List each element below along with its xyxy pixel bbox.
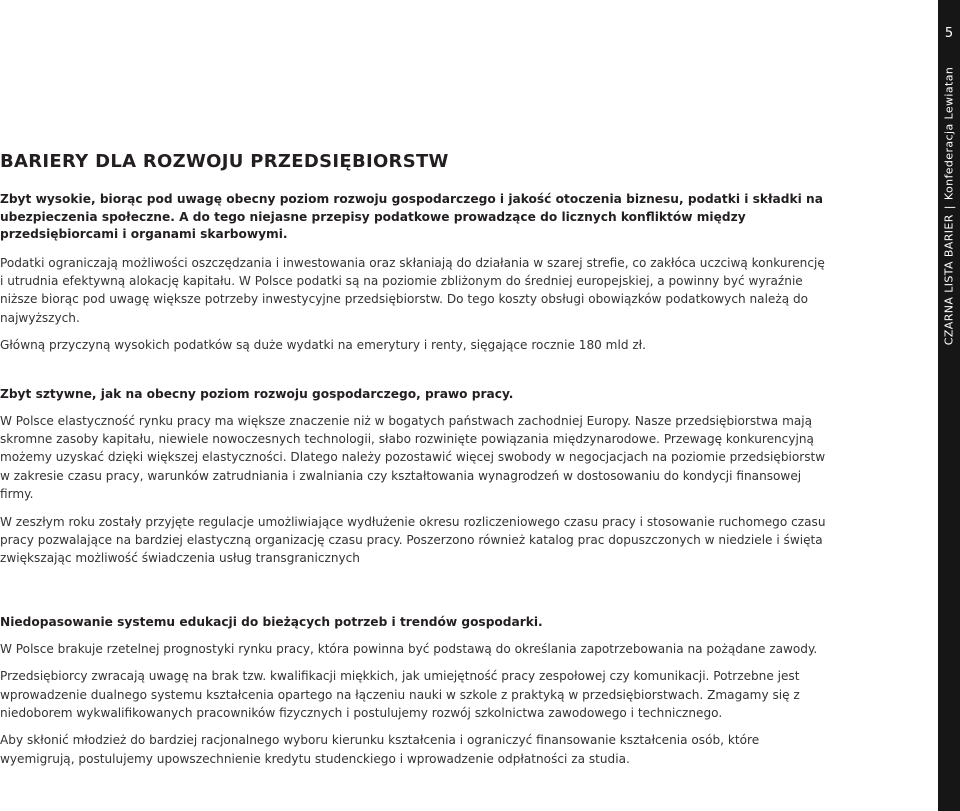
- document-body: [0, 150, 826, 777]
- running-header-title: CZARNA LISTA BARIER: [942, 214, 956, 346]
- running-header-organization: Konfederacja Lewiatan: [942, 66, 956, 201]
- section-3-paragraph-2: Przedsiębiorcy zwracają uwagę na brak tzw. kwalifikacji miękkich, jak umiejętność pracy zespołowej czy komunikacji. Potrzebne jest wprowadzenie dualnego systemu kształcenia opartego na łączeniu nauki w szkole z praktyką w przedsiębiorstwach. Zmagamy się z niedoborem wykwalifikowanych pracowników fizycznych i postulujemy rozwój szkolnictwa zawodowego i technicznego.: [0, 669, 800, 720]
- section-spacer: [0, 364, 826, 385]
- section-1-paragraph-2: Główną przyczyną wysokich podatków są duże wydatki na emerytury i renty, sięgające rocznie 180 mld zł.: [0, 338, 646, 353]
- running-header-separator: |: [942, 205, 956, 210]
- page-title: BARIERY DLA ROZWOJU PRZEDSIĘBIORSTW: [0, 151, 449, 172]
- section-3-paragraph-1: W Polsce brakuje rzetelnej prognostyki rynku pracy, która powinna być podstawą do określania zapotrzebowania na pożądane zawody.: [0, 641, 818, 656]
- sidebar-running-header: [943, 67, 956, 345]
- section-3-heading: Niedopasowanie systemu edukacji do bieżących potrzeb i trendów gospodarki.: [0, 614, 543, 629]
- section-spacer: [0, 577, 826, 613]
- sidebar-strip: [938, 0, 960, 811]
- section-1-paragraph-1: Podatki ograniczają możliwości oszczędzania i inwestowania oraz skłaniają do działania w szarej strefie, co zakłóca uczciwą konkurencję i utrudnia efektywną alokację kapitału. W Polsce podatki są na poziomie zbliżonym do średniej europejskiej, a powinny być wyraźnie niższe biorąc pod uwagę większe potrzeby inwestycyjne przedsiębiorstw. Do tego koszty obsługi obowiązków podatkowych należą do najwyższych.: [0, 255, 825, 325]
- page-number: 5: [944, 26, 954, 41]
- section-2-heading: Zbyt sztywne, jak na obecny poziom rozwoju gospodarczego, prawo pracy.: [0, 386, 514, 401]
- section-1-heading: Zbyt wysokie, biorąc pod uwagę obecny poziom rozwoju gospodarczego i jakość otoczenia biznesu, podatki i składki na ubezpieczenia społeczne. A do tego niejasne przepisy podatkowe prowadzące do licznych konfliktów między przedsiębiorcami i organami skarbowymi.: [0, 192, 823, 241]
- section-3-paragraph-3: Aby skłonić młodzież do bardziej racjonalnego wyboru kierunku kształcenia i ograniczyć finansowanie kształcenia osób, które wyemigrują, postulujemy upowszechnienie kredytu studenckiego i wprowadzenie odpłatności za studia.: [0, 733, 760, 766]
- section-2-paragraph-1: W Polsce elastyczność rynku pracy ma większe znaczenie niż w bogatych państwach zachodniej Europy. Nasze przedsiębiorstwa mają skromne zasoby kapitału, niewiele nowoczesnych technologii, słabo rozwinięte powiązania międzynarodowe. Przewagę konkurencyjną możemy uzyskać dzięki większej elastyczności. Dlatego należy pozostawić więcej swobody w negocjacjach na poziomie przedsiębiorstw w zakresie czasu pracy, warunków zatrudniania i zwalniania czy kształtowania wynagrodzeń w dostosowaniu do kondycji finansowej firmy.: [0, 413, 826, 502]
- section-2-paragraph-2: W zeszłym roku zostały przyjęte regulacje umożliwiające wydłużenie okresu rozliczeniowego czasu pracy i stosowanie ruchomego czasu pracy pozwalające na bardziej elastyczną organizację czasu pracy. Poszerzono również katalog prac dopuszczonych w niedziele i święta zwiększając możliwość świadczenia usług transgranicznych: [0, 514, 826, 566]
